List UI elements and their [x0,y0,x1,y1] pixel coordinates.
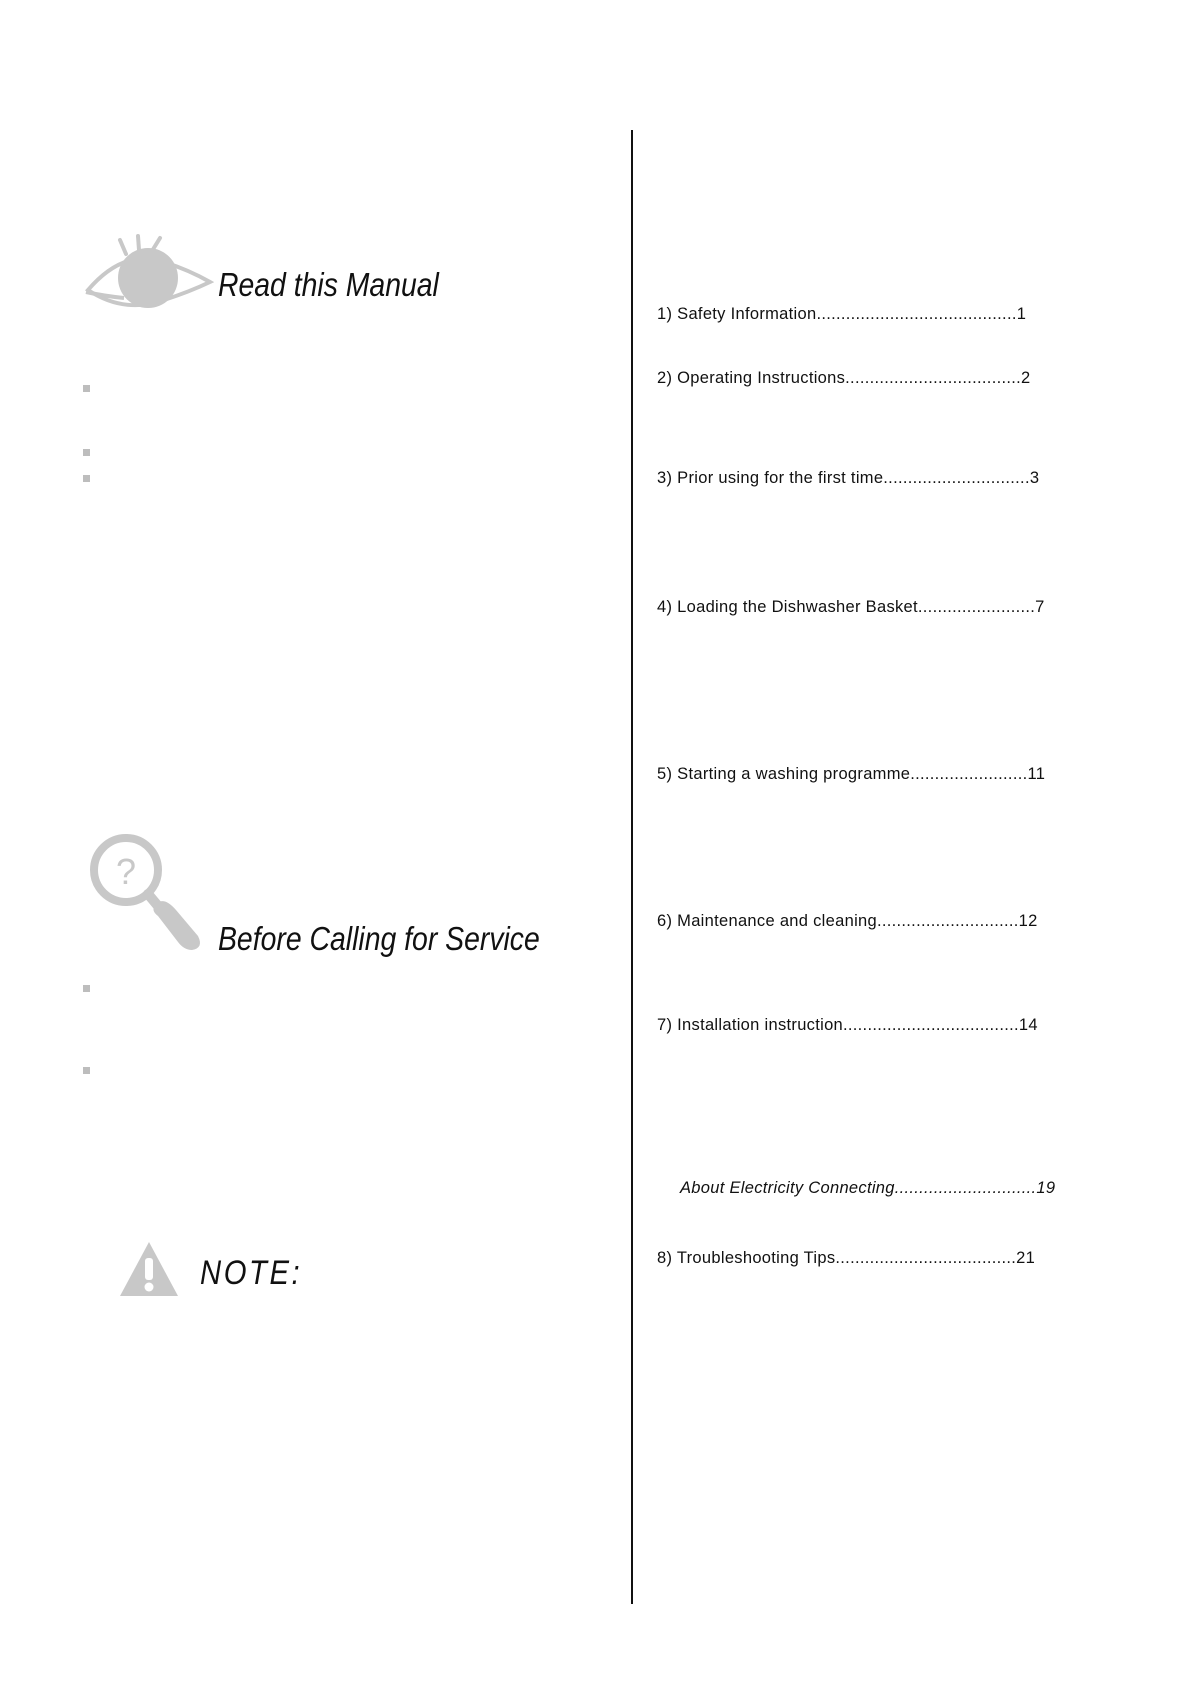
note-heading: NOTE: [200,1254,303,1292]
eye-icon [84,232,214,312]
svg-text:?: ? [115,851,137,892]
toc-entry-loading: 4) Loading the Dishwasher Basket........................7 [657,598,1045,616]
warning-triangle-icon [118,1240,180,1298]
bullet-marker [83,449,90,456]
toc-entry-safety: 1) Safety Information.........................................1 [657,305,1027,323]
bullet-marker [83,475,90,482]
toc-entry-installation: 7) Installation instruction....................................14 [657,1016,1038,1034]
toc-entry-troubleshooting: 8) Troubleshooting Tips.....................................21 [657,1249,1036,1267]
toc-entry-washing: 5) Starting a washing programme........................11 [657,765,1046,783]
bullet-marker [83,985,90,992]
bullet-marker [83,1067,90,1074]
toc-entry-electricity: About Electricity Connecting.............................19 [680,1179,1056,1197]
column-divider [631,130,633,1604]
bullet-marker [83,385,90,392]
read-manual-heading: Read this Manual [218,266,439,303]
toc-entry-first-use: 3) Prior using for the first time..............................3 [657,469,1040,487]
toc-entry-maintenance: 6) Maintenance and cleaning.............................12 [657,912,1038,930]
toc-entry-operating: 2) Operating Instructions....................................2 [657,369,1031,387]
before-service-heading: Before Calling for Service [218,920,540,957]
magnifier-question-icon [86,830,206,956]
